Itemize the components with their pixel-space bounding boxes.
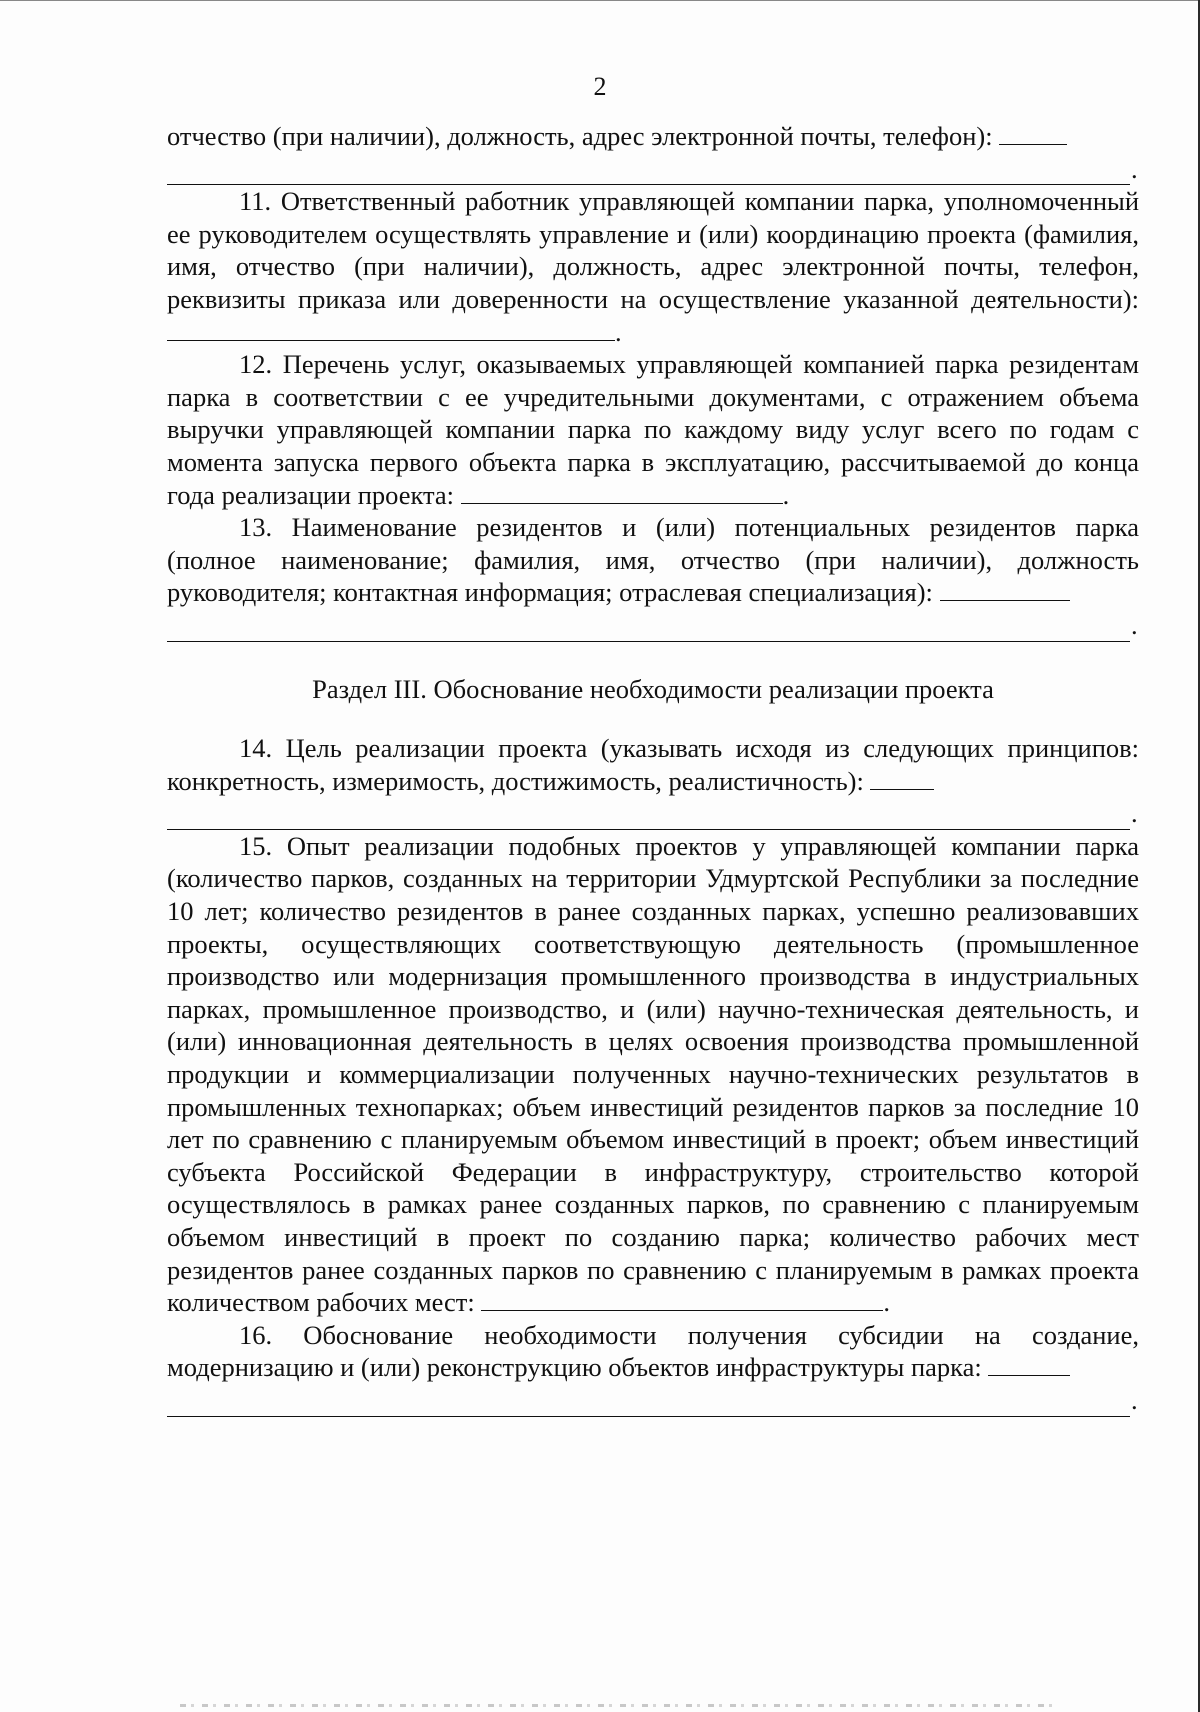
- item-11-text: 11. Ответственный работник управляющей компании парка, уполномоченный ее руководителем осуществлять управление и (или) координацию проекта (фамилия, имя, отчество (при наличии), должность, адрес электронной почты, телефон, реквизиты приказа или доверенности на осуществление указанной деятельности):: [167, 186, 1139, 314]
- item-13-text: 13. Наименование резидентов и (или) потенциальных резидентов парка (полное наименование; фамилия, имя, отчество (при наличии), должность руководителя; контактная информация; отраслевая специализация):: [167, 512, 1139, 608]
- item-10-text: отчество (при наличии), должность, адрес электронной почты, телефон):: [167, 121, 993, 151]
- section-title: Раздел III. Обоснование необходимости реализации проекта: [312, 673, 994, 704]
- scan-edge-top: [0, 0, 1200, 1]
- fill-line[interactable]: .: [167, 153, 1139, 186]
- fill-line[interactable]: .: [167, 1384, 1139, 1417]
- document-body: [167, 120, 1139, 1417]
- fill-blank[interactable]: [999, 122, 1067, 145]
- item-12: 12. Перечень услуг, оказываемых управляющей компанией парка резидентам парка в соответствии с ее учредительными документами, с отражением объема выручки управляющей компании парка по каждому виду услуг всего по годам с момента запуска первого объекта парка в эксплуатацию, рассчитываемой до конца года реализации проекта: .: [167, 349, 1139, 510]
- fill-blank[interactable]: [461, 481, 783, 504]
- fill-blank[interactable]: [481, 1288, 883, 1311]
- item-16: [167, 1319, 1139, 1384]
- item-14: [167, 732, 1139, 797]
- item-15: 15. Опыт реализации подобных проектов у управляющей компании парка (количество парков, созданных на территории Удмуртской Республики за последние 10 лет; количество резидентов в ранее созданных парках, успешно реализовавших проекты, осуществляющих соответствующую деятельность (промышленное производство или модернизация промышленного производства в индустриальных парках, промышленное производство, и (или) научно-техническая деятельность, и (или) инновационная деятельность в целях освоения производства промышленной продукции и коммерциализации полученных научно-технических результатов в промышленных технопарках; объем инвестиций резидентов парков за последние 10 лет по сравнению с планируемым объемом инвестиций в проект; объем инвестиций субъекта Российской Федерации в инфраструктуру, строительство которой осуществлялось в рамках ранее созданных парков, по сравнению с планируемым объемом инвестиций в проект по созданию парка; количество рабочих мест резидентов ранее созданных парков по сравнению с планируемым в рамках проекта количеством рабочих мест: .: [167, 830, 1139, 1318]
- fill-blank[interactable]: [167, 318, 615, 341]
- fill-line[interactable]: .: [167, 797, 1139, 830]
- item-11: 11. Ответственный работник управляющей компании парка, уполномоченный ее руководителем осуществлять управление и (или) координацию проекта (фамилия, имя, отчество (при наличии), должность, адрес электронной почты, телефон, реквизиты приказа или доверенности на осуществление указанной деятельности): .: [167, 186, 1139, 347]
- page-number: 2: [593, 72, 607, 101]
- item-14-text: 14. Цель реализации проекта (указывать исходя из следующих принципов: конкретность, измеримость, достижимость, реалистичность):: [167, 733, 1139, 796]
- item-16-text: 16. Обоснование необходимости получения субсидии на создание, модернизацию и (или) реконструкцию объектов инфраструктуры парка:: [167, 1319, 1139, 1383]
- item-10-tail: [167, 120, 1139, 153]
- fill-blank[interactable]: [988, 1353, 1070, 1376]
- fill-blank[interactable]: [940, 578, 1070, 601]
- item-12-text: 12. Перечень услуг, оказываемых управляющей компанией парка резидентам парка в соответствии с ее учредительными документами, с отражением объема выручки управляющей компании парка по каждому виду услуг всего по годам с момента запуска первого объекта парка в эксплуатацию, рассчитываемой до конца года реализации проекта:: [167, 349, 1139, 510]
- item-15-text: 15. Опыт реализации подобных проектов у управляющей компании парка (количество парков, созданных на территории Удмуртской Республики за последние 10 лет; количество резидентов в ранее созданных парках, успешно реализовавших проекты, осуществляющих соответствующую деятельность (промышленное производство или модернизация промышленного производства в индустриальных парках, промышленное производство, и (или) научно-техническая деятельность, и (или) инновационная деятельность в целях освоения производства промышленной продукции и коммерциализации полученных научно-технических результатов в промышленных технопарках; объем инвестиций резидентов парков за последние 10 лет по сравнению с планируемым объемом инвестиций в проект; объем инвестиций субъекта Российской Федерации в инфраструктуру, строительство которой осуществлялось в рамках ранее созданных парков, по сравнению с планируемым объемом инвестиций в проект по созданию парка; количество рабочих мест резидентов ранее созданных парков по сравнению с планируемым в рамках проекта количеством рабочих мест:: [167, 830, 1139, 1318]
- scan-noise: [180, 1704, 1060, 1707]
- fill-blank[interactable]: [870, 767, 934, 790]
- item-13: [167, 511, 1139, 609]
- fill-line[interactable]: .: [167, 609, 1139, 642]
